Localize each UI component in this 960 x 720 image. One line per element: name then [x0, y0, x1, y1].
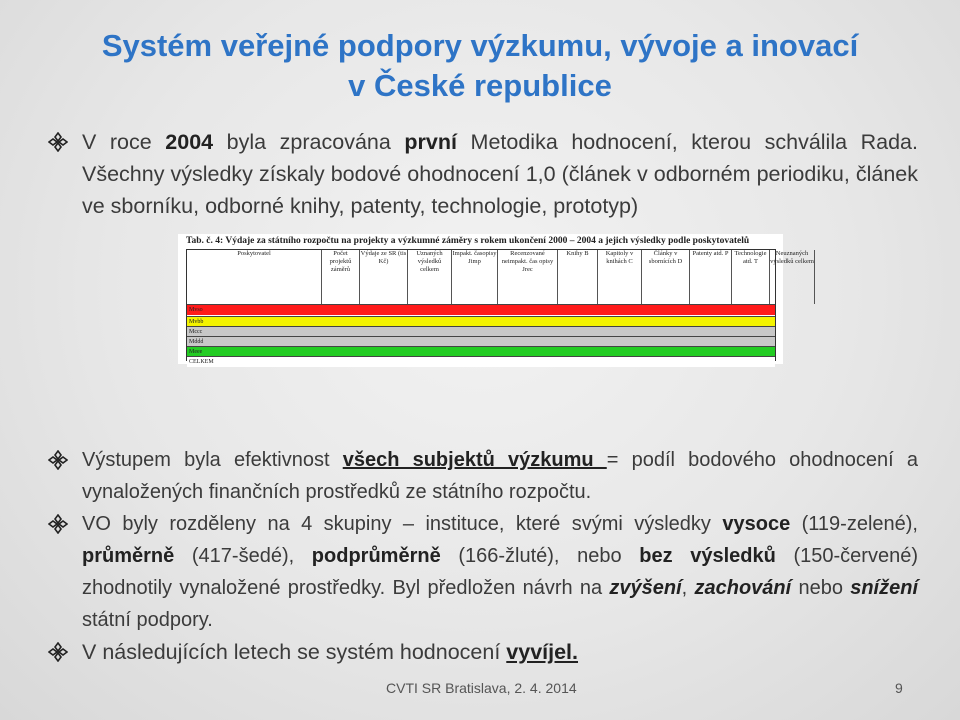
- bullet-4-text: V následujících letech se systém hodnocení vyvíjel.: [82, 640, 579, 664]
- table-header-cell: Recenzované neimpakt. čas opisy Jrec: [498, 250, 558, 304]
- table-row-label: Meee: [189, 349, 203, 355]
- table-grid: [186, 249, 814, 365]
- table-header-cell: Neuznaných výsledků celkem: [770, 250, 815, 304]
- bullet-1-text: V roce 2004 byla zpracována první Metodika hodnocení, kterou schválila Rada. Všechny výsledky získaly bodové ohodnocení 1,0 (článek v odborném periodiku, článek ve sborníku, odborné knihy, patenty, technologie, prototyp): [82, 130, 918, 218]
- table-header-cell: Uznaných výsledků celkem: [408, 250, 452, 304]
- table-row: [187, 304, 775, 315]
- table-header-cell: Impakt. časopisy Jimp: [452, 250, 498, 304]
- table-row-label: CELKEM: [189, 359, 214, 365]
- table-header-cell: Články v sbornících D: [642, 250, 690, 304]
- table-row: [187, 356, 775, 367]
- bullet-3: [48, 508, 918, 636]
- bullet-4: [48, 636, 918, 668]
- table-caption: Tab. č. 4: Výdaje za státního rozpočtu na projekty a výzkumné záměry s rokem ukončení 2000 – 2004 a jejich výsledky podle poskytovatelů: [186, 236, 750, 246]
- table-row-label: Mccc: [189, 329, 203, 335]
- four-diamond-bullet-icon: [48, 514, 68, 534]
- title-line-2: v České republice: [348, 68, 612, 103]
- table-header-cell: Technologie atd. T: [732, 250, 770, 304]
- page-number: 9: [895, 680, 903, 696]
- table-header-cell: Počet projektů záměrů: [322, 250, 360, 304]
- table-row-label: Mvbb: [189, 319, 204, 325]
- table-header-cell: Poskytovatel: [187, 250, 322, 304]
- bullet-1: [48, 126, 918, 222]
- table-row-label: Mvso: [189, 307, 203, 313]
- four-diamond-bullet-icon: [48, 450, 68, 470]
- table-header-cell: Knihy B: [558, 250, 598, 304]
- footer-text: CVTI SR Bratislava, 2. 4. 2014: [386, 680, 577, 696]
- results-table-image: [178, 234, 814, 365]
- table-row-label: Mddd: [189, 339, 204, 345]
- bullet-2: [48, 444, 918, 508]
- bullet-3-text: VO byly rozděleny na 4 skupiny – instituce, které svými výsledky vysoce (119-zelené), průměrně (417-šedé), podprůměrně (166-žluté), nebo bez výsledků (150-červené) zhodnotily vynaložené prostředky. Byl předložen návrh na zvýšení, zachování nebo snížení státní podpory.: [82, 513, 918, 631]
- table-header-cell: Kapitoly v knihách C: [598, 250, 642, 304]
- title-line-1: Systém veřejné podpory výzkumu, vývoje a inovací: [101, 28, 859, 63]
- four-diamond-bullet-icon: [48, 642, 68, 662]
- four-diamond-bullet-icon: [48, 132, 68, 152]
- slide-title: [40, 26, 920, 106]
- table-header-cell: Patenty atd. P: [690, 250, 732, 304]
- table-header-cell: Výdaje ze SR (tis Kč): [360, 250, 408, 304]
- bullet-2-text: Výstupem byla efektivnost všech subjektů výzkumu = podíl bodového ohodnocení a vynaložených finančních prostředků ze státního rozpočtu.: [82, 449, 918, 503]
